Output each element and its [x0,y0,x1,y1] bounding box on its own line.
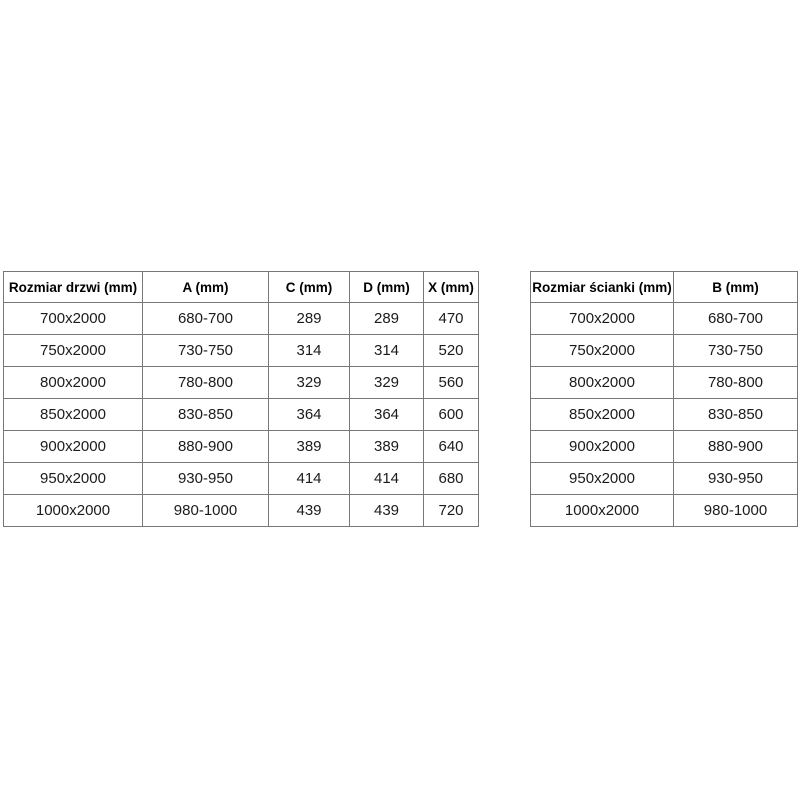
table-cell: 980-1000 [674,495,798,527]
wall-panel-sizes-table [530,271,798,527]
table-cell: 930-950 [674,463,798,495]
table-cell: 850x2000 [4,399,143,431]
column-header: D (mm) [350,272,424,303]
table-row [531,367,798,399]
table-cell: 780-800 [674,367,798,399]
table-row [531,399,798,431]
table-row [4,399,479,431]
table-cell: 900x2000 [531,431,674,463]
table-cell: 680 [424,463,479,495]
table-cell: 900x2000 [4,431,143,463]
column-header: Rozmiar ścianki (mm) [531,272,674,303]
column-header: A (mm) [143,272,269,303]
table-row [531,303,798,335]
table-cell: 329 [269,367,350,399]
table-cell: 600 [424,399,479,431]
door-sizes-table [3,271,479,527]
column-header: B (mm) [674,272,798,303]
table-cell: 950x2000 [4,463,143,495]
table-cell: 830-850 [674,399,798,431]
table-cell: 389 [350,431,424,463]
table-row [531,431,798,463]
table-cell: 700x2000 [4,303,143,335]
table-row [4,367,479,399]
table-cell: 289 [350,303,424,335]
table-row [4,335,479,367]
table-cell: 314 [269,335,350,367]
table-cell: 730-750 [674,335,798,367]
table-cell: 439 [269,495,350,527]
table-cell: 329 [350,367,424,399]
table-cell: 1000x2000 [531,495,674,527]
table-cell: 414 [269,463,350,495]
table-cell: 640 [424,431,479,463]
table-row [4,495,479,527]
table-cell: 414 [350,463,424,495]
table-row [531,463,798,495]
table-cell: 439 [350,495,424,527]
table-cell: 930-950 [143,463,269,495]
table-cell: 560 [424,367,479,399]
table-cell: 830-850 [143,399,269,431]
table-cell: 950x2000 [531,463,674,495]
table-cell: 750x2000 [4,335,143,367]
table-row [531,335,798,367]
door-sizes-header-row [4,272,479,303]
column-header: C (mm) [269,272,350,303]
table-row [4,303,479,335]
table-cell: 880-900 [674,431,798,463]
table-cell: 364 [350,399,424,431]
table-cell: 850x2000 [531,399,674,431]
table-row [4,463,479,495]
column-header: Rozmiar drzwi (mm) [4,272,143,303]
table-cell: 800x2000 [4,367,143,399]
table-cell: 314 [350,335,424,367]
table-cell: 980-1000 [143,495,269,527]
table-row [531,495,798,527]
table-cell: 470 [424,303,479,335]
table-cell: 730-750 [143,335,269,367]
table-cell: 289 [269,303,350,335]
table-cell: 750x2000 [531,335,674,367]
table-cell: 1000x2000 [4,495,143,527]
table-cell: 700x2000 [531,303,674,335]
table-cell: 520 [424,335,479,367]
table-cell: 720 [424,495,479,527]
table-cell: 800x2000 [531,367,674,399]
table-cell: 680-700 [674,303,798,335]
table-cell: 364 [269,399,350,431]
table-cell: 780-800 [143,367,269,399]
table-cell: 880-900 [143,431,269,463]
column-header: X (mm) [424,272,479,303]
table-cell: 389 [269,431,350,463]
table-row [4,431,479,463]
wall-panel-sizes-header-row [531,272,798,303]
table-cell: 680-700 [143,303,269,335]
